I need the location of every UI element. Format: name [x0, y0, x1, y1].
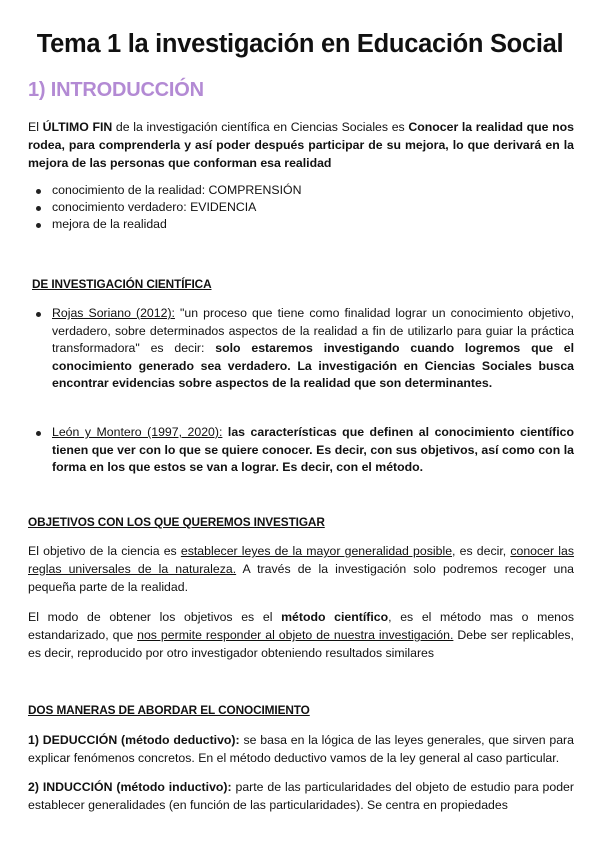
intro-bullet: mejora de la realidad [52, 217, 167, 231]
bullet-icon [36, 431, 41, 436]
objectives-keyword: método científico [281, 610, 389, 624]
citation: León y Montero (1997, 2020): [52, 425, 223, 439]
citation: Rojas Soriano (2012): [52, 306, 175, 320]
objectives-paragraph-2 [28, 608, 574, 662]
induction-label: 2) INDUCCIÓN (método inductivo): [28, 780, 232, 794]
page-title: Tema 1 la investigación en Educación Social [36, 30, 564, 58]
definition-bold-statement: solo estaremos investigando cuando logremos que el conocimiento generado sea verdadero. La investigación en Ciencias Sociales busca encontrar evidencias sobre aspectos de la realidad que son determinantes. [52, 341, 574, 390]
intro-bold-statement: Conocer la realidad que nos rodea, para comprenderla y así poder después participar de su mejora, lo que derivará en la mejora de las personas que conforman esa realidad [28, 120, 574, 170]
bullet-icon [36, 189, 41, 194]
intro-text: de la investigación científica en Ciencias Sociales es [112, 120, 409, 134]
induction-text: parte de las particularidades del objeto de estudio para poder establecer generalidades (en función de las particularidades). Se centra en propiedades [28, 780, 574, 812]
section-heading-approaches: DOS MANERAS DE ABORDAR EL CONOCIMIENTO [28, 703, 310, 717]
induction-paragraph [28, 778, 574, 814]
objectives-underlined: nos permite responder al objeto de nuestra investigación. [137, 628, 454, 642]
intro-paragraph [28, 118, 574, 172]
objectives-text: El modo de obtener los objetivos es el [28, 610, 282, 624]
intro-bullet: conocimiento verdadero: EVIDENCIA [52, 200, 257, 214]
deduction-label: 1) DEDUCCIÓN (método deductivo): [28, 733, 240, 747]
intro-bullet: conocimiento de la realidad: COMPRENSIÓN [52, 183, 302, 197]
objectives-paragraph-1 [28, 542, 574, 596]
deduction-paragraph [28, 731, 574, 767]
bullet-icon [36, 206, 41, 211]
bullet-icon [36, 312, 41, 317]
bullet-icon [36, 223, 41, 228]
definition-quote: "un proceso que tiene como finalidad lograr un conocimiento objetivo, verdadero, sobre determinados aspectos de la realidad a fin de utilizarlo para guiar la práctica transformadora" es decir: [52, 306, 574, 355]
section-heading-definition: DE INVESTIGACIÓN CIENTÍFICA [32, 277, 212, 291]
section-heading-objectives: OBJETIVOS CON LOS QUE QUEREMOS INVESTIGAR [28, 515, 325, 529]
objectives-underlined: establecer leyes de la mayor generalidad posible [180, 544, 453, 558]
objectives-text: , es el método mas o menos estandarizado, que [28, 610, 574, 642]
objectives-underlined: conocer las reglas universales de la naturaleza. [28, 544, 575, 576]
objectives-text: A través de la investigación solo podremos recoger una pequeña parte de la realidad. [28, 562, 574, 594]
intro-keyword: ÚLTIMO FIN [42, 120, 113, 134]
objectives-text: , es decir, [452, 544, 511, 558]
objectives-text: Debe ser replicables, es decir, reproducido por otro investigador obteniendo resultados similares [28, 628, 574, 660]
definition-bold-statement: las características que definen al conocimiento científico tienen que ver con lo que se quiere conocer. Es decir, con sus objetivos, así como con la forma en los que estos se van a lograr. Es decir, con el método. [52, 425, 574, 474]
deduction-text: se basa en la lógica de las leyes generales, que sirven para explicar fenómenos concretos. En el método deductivo vamos de la ley general al caso particular. [28, 733, 574, 765]
definition-item-rojas [52, 305, 574, 393]
objectives-text: El objetivo de la ciencia es [28, 544, 181, 558]
intro-text: El [28, 120, 43, 134]
definition-item-leon [52, 424, 574, 477]
section-heading-introduction: 1) INTRODUCCIÓN [28, 79, 204, 101]
